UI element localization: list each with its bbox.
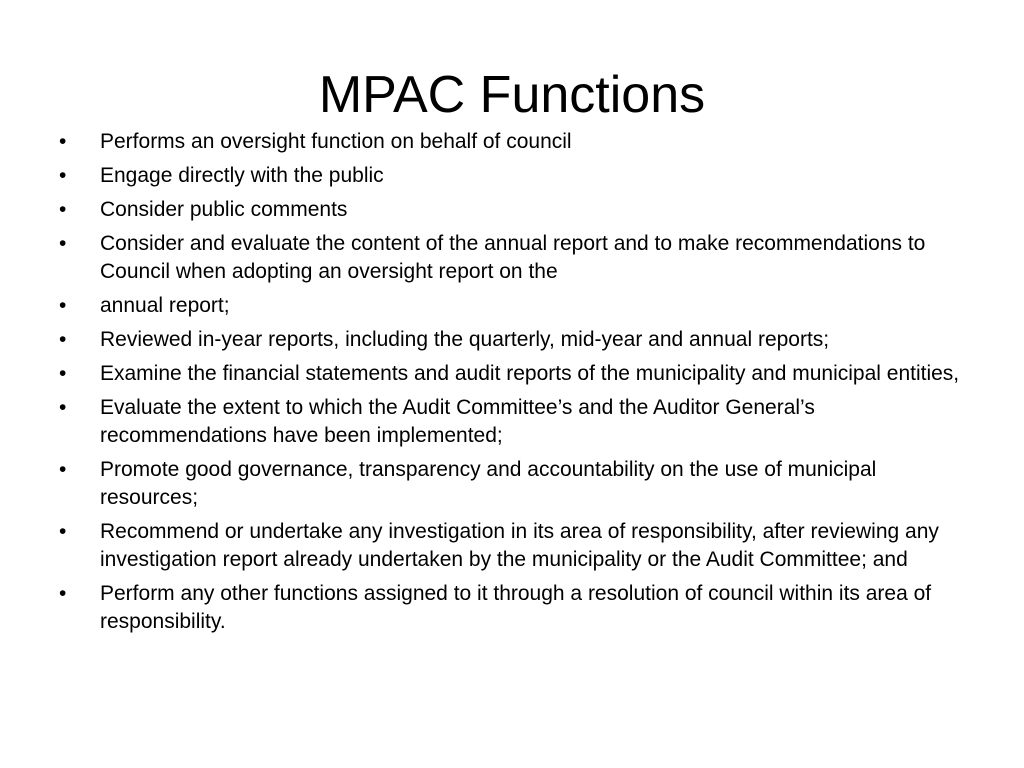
bullet-icon: • [59,520,67,543]
bullet-list [56,128,961,642]
bullet-icon: • [59,130,67,153]
bullet-icon: • [59,582,67,605]
list-item [56,230,961,286]
bullet-text: annual report; [100,294,230,317]
bullet-icon: • [59,164,67,187]
bullet-text: Evaluate the extent to which the Audit Committee’s and the Auditor General’s recommendations have been implemented; [100,396,815,447]
bullet-icon: • [59,294,67,317]
list-item [56,360,961,388]
list-item [56,326,961,354]
list-item [56,456,961,512]
bullet-icon: • [59,396,67,419]
bullet-text: Engage directly with the public [100,164,384,187]
bullet-text: Reviewed in-year reports, including the quarterly, mid-year and annual reports; [100,328,830,351]
list-item [56,518,961,574]
bullet-text: Consider and evaluate the content of the annual report and to make recommendations to Council when adopting an oversight report on the [100,232,926,283]
bullet-text: Examine the financial statements and audit reports of the municipality and municipal entities, [100,362,960,385]
list-item [56,292,961,320]
bullet-text: Performs an oversight function on behalf of council [100,130,572,153]
list-item [56,128,961,156]
list-item [56,162,961,190]
bullet-icon: • [59,198,67,221]
bullet-icon: • [59,328,67,351]
list-item [56,580,961,636]
bullet-icon: • [59,232,67,255]
list-item [56,394,961,450]
bullet-text: Recommend or undertake any investigation in its area of responsibility, after reviewing any investigation report already undertaken by the municipality or the Audit Committee; and [100,520,939,571]
list-item [56,196,961,224]
bullet-text: Perform any other functions assigned to it through a resolution of council within its area of responsibility. [100,582,932,633]
bullet-icon: • [59,362,67,385]
bullet-icon: • [59,458,67,481]
slide-title: MPAC Functions [318,66,706,124]
bullet-text: Consider public comments [100,198,348,221]
bullet-text: Promote good governance, transparency and accountability on the use of municipal resources; [100,458,877,509]
